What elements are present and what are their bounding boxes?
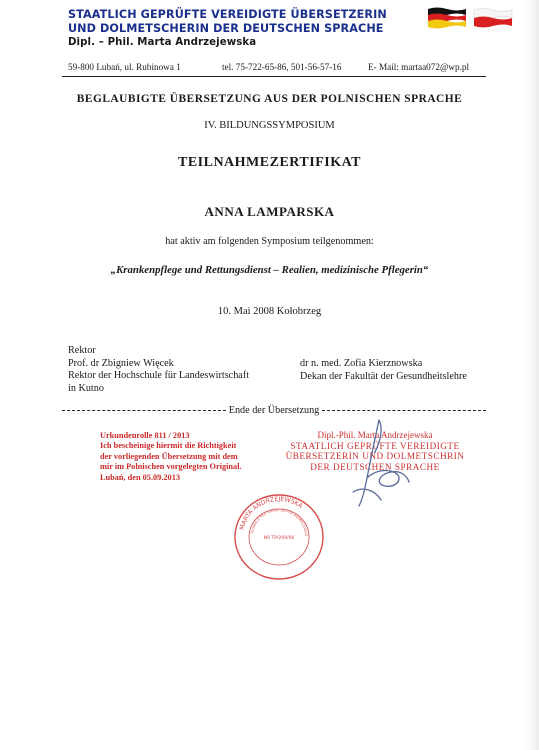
document-heading: BEGLAUBIGTE ÜBERSETZUNG AUS DER POLNISCHEN SPRACHE [76, 93, 463, 105]
poland-flag-icon [473, 6, 513, 30]
participant-name: ANNA LAMPARSKA [204, 204, 335, 219]
germany-flag-icon [427, 6, 467, 30]
contact-email: E- Mail: martaa072@wp.pl [368, 62, 470, 72]
rector-location: in Kutno [68, 382, 104, 394]
date-place: 10. Mai 2008 Kołobrzeg [217, 306, 322, 317]
letterhead-divider [62, 76, 486, 77]
certification-line: Ich bescheinige hiermit die Richtigkeit [100, 441, 237, 451]
dean-title: Dekan der Fakultät der Gesundheitslehre [300, 370, 467, 382]
dean-signatory [300, 358, 467, 383]
handwritten-signature [345, 418, 415, 510]
rector-title: Rektor der Hochschule für Landeswirtschaft [68, 370, 250, 382]
round-translator-seal [229, 492, 329, 582]
course-title: „Krankenpflege und Rettungsdienst – Realien, medizinische Pflegerin“ [110, 264, 429, 276]
certification-line: Urkundenrolle 811 / 2013 [100, 431, 190, 440]
dashed-line-left [62, 410, 226, 411]
translator-stamp-line: ÜBERSETZERIN UND DOLMETSCHRIN [285, 451, 465, 462]
contact-address: 59-800 Lubań, ul. Rubinowa 1 [68, 62, 181, 72]
dean-name: dr n. med. Zofia Kierznowska [300, 358, 423, 369]
end-of-translation-marker [62, 405, 486, 416]
symposium-title: IV. BILDUNGSSYMPOSIUM [204, 120, 335, 131]
rector-signatory [68, 345, 249, 395]
letterhead [68, 8, 387, 50]
letterhead-line-2: UND DOLMETSCHERIN DER DEUTSCHEN SPRACHE [68, 22, 384, 35]
page-edge-shadow [525, 0, 539, 750]
letterhead-name: Dipl. – Phil. Marta Andrzejewska [68, 37, 257, 48]
certification-line: der vorliegenden Übersetzung mit dem [100, 451, 238, 461]
certificate-title: TEILNAHMEZERTIFIKAT [177, 155, 361, 170]
rector-role: Rektor [68, 345, 96, 356]
participation-line: hat aktiv am folgenden Symposium teilgenommen: [165, 236, 374, 247]
end-of-translation-label: Ende der Übersetzung [228, 405, 320, 416]
seal-inner-text: TŁUMACZ PRZYSIĘGŁY JĘZYKA NIEMIECKIEGO [250, 507, 309, 537]
rector-name: Prof. dr Zbigniew Więcek [68, 357, 174, 369]
translator-stamp-line: STAATLICH GEPRÜFTE VEREIDIGTE [290, 440, 460, 451]
certification-line: mir im Polnischen vorgelegten Original. [100, 462, 242, 472]
translator-stamp-name: Dipl.-Phil. Marta Andrzejewska [317, 430, 433, 440]
seal-outer-text: MARTA ANDRZEJEWSKA [238, 495, 304, 531]
translator-stamp-line: DER DEUTSCHEN SPRACHE [310, 461, 440, 472]
contact-phone: tel. 75-722-65-86, 501-56-57-16 [222, 62, 342, 72]
dashed-line-right [322, 410, 486, 411]
certification-line: Lubań, den 05.09.2013 [100, 472, 180, 482]
seal-center-number: NR TP/209/06 [263, 536, 295, 541]
letterhead-line-1: STAATLICH GEPRÜFTE VEREIDIGTE ÜBERSETZERIN [68, 8, 387, 21]
certification-note [100, 431, 242, 483]
